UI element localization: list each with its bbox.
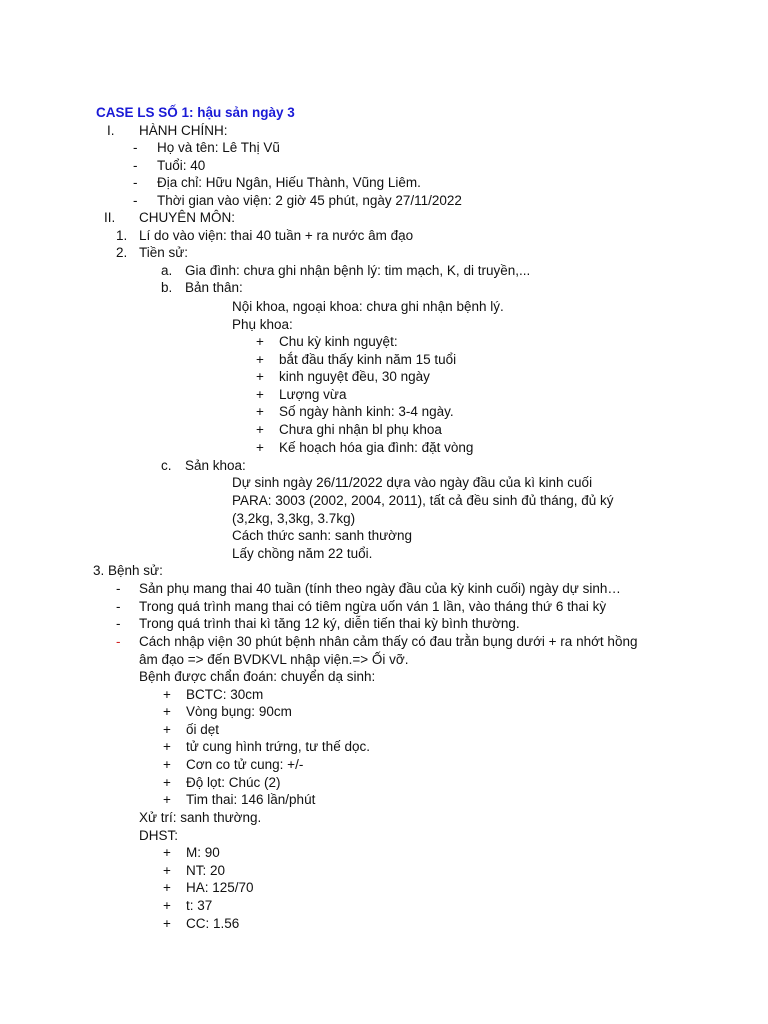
section-2-title: CHUYÊN MÔN: [139,210,236,225]
bullet-plus: + [256,334,264,349]
bullet-plus: + [163,898,171,913]
exam-finding: ối dẹt [186,722,220,737]
obstetric-line: Lấy chồng năm 22 tuổi. [232,546,373,561]
history-line: Sản phụ mang thai 40 tuần (tính theo ngày đầu của kỳ kinh cuối) ngày dự sinh… [139,581,621,596]
bullet-plus: + [256,422,264,437]
bullet-dash: - [116,581,121,596]
bullet-plus: + [163,704,171,719]
vital-sign: NT: 20 [186,863,226,878]
sub-a-letter: a. [161,263,173,278]
bullet-dash: - [133,140,138,155]
section-1-number: I. [107,123,115,138]
gynecology-heading: Phụ khoa: [232,317,293,332]
bullet-plus: + [163,880,171,895]
vital-sign: M: 90 [186,845,220,860]
family-history: Gia đình: chưa ghi nhận bệnh lý: tim mạch, K, di truyền,... [185,263,531,278]
bullet-dash: - [116,616,121,631]
bullet-plus: + [256,387,264,402]
bullet-plus: + [256,404,264,419]
bullet-dash: - [116,599,121,614]
admission-time: Thời gian vào viện: 2 giờ 45 phút, ngày 27/11/2022 [157,193,462,208]
gyn-item: Chu kỳ kinh nguyệt: [279,334,398,349]
bullet-plus: + [163,916,171,931]
history-line: Trong quá trình thai kì tăng 12 ký, diễn tiến thai kỳ bình thường. [139,616,520,631]
diagnosis-heading: Bệnh được chẩn đoán: chuyển dạ sinh: [139,669,376,684]
exam-finding: Độ lọt: Chúc (2) [186,775,281,790]
management: Xử trí: sanh thường. [139,810,262,825]
history-line-continued: âm đạo => đến BVDKVL nhập viện.=> Ối vỡ. [139,652,409,667]
exam-finding: Vòng bụng: 90cm [186,704,292,719]
obstetric-line: PARA: 3003 (2002, 2004, 2011), tất cả đều sinh đủ tháng, đủ ký [232,493,614,508]
gyn-item: Chưa ghi nhận bl phụ khoa [279,422,442,437]
item-2-number: 2. [116,245,128,260]
bullet-plus: + [163,739,171,754]
personal-history-heading: Bản thân: [185,280,243,295]
obstetric-line: Cách thức sanh: sanh thường [232,528,413,543]
sub-b-letter: b. [161,280,173,295]
bullet-plus: + [163,845,171,860]
gyn-item: Lượng vừa [279,387,347,402]
exam-finding: Cơn co tử cung: +/- [186,757,304,772]
bullet-plus: + [163,775,171,790]
obstetric-line: (3,2kg, 3,3kg, 3.7kg) [232,511,356,526]
sub-c-letter: c. [161,458,172,473]
section-2-number: II. [104,210,116,225]
vital-sign: CC: 1.56 [186,916,240,931]
history-heading: Tiền sử: [139,245,189,260]
patient-age: Tuổi: 40 [157,158,206,173]
bullet-plus: + [163,687,171,702]
bullet-plus: + [163,863,171,878]
bullet-plus: + [256,352,264,367]
patient-address: Địa chỉ: Hữu Ngân, Hiếu Thành, Vũng Liêm. [157,175,421,190]
section-1-title: HÀNH CHÍNH: [139,123,228,138]
gyn-item: Kế hoạch hóa gia đình: đặt vòng [279,440,474,455]
gyn-item: kinh nguyệt đều, 30 ngày [279,369,430,384]
history-line: Cách nhập viện 30 phút bệnh nhân cảm thấy có đau trằn bụng dưới + ra nhớt hồng [139,634,638,649]
bullet-plus: + [163,757,171,772]
admission-reason: Lí do vào viện: thai 40 tuần + ra nước âm đạo [139,228,414,243]
item-3-heading: 3. Bệnh sử: [93,563,163,578]
obstetric-line: Dự sinh ngày 26/11/2022 dựa vào ngày đầu của kì kinh cuối [232,475,593,490]
document-title: CASE LS SỐ 1: hậu sản ngày 3 [96,105,295,120]
vital-signs-heading: DHST: [139,828,179,843]
gyn-item: bắt đầu thấy kinh năm 15 tuổi [279,352,457,367]
obstetric-heading: Sản khoa: [185,458,246,473]
bullet-plus: + [256,440,264,455]
bullet-dash: - [133,193,138,208]
exam-finding: BCTC: 30cm [186,687,264,702]
vital-sign: t: 37 [186,898,213,913]
vital-sign: HA: 125/70 [186,880,254,895]
bullet-dash: - [133,175,138,190]
bullet-plus: + [256,369,264,384]
history-line: Trong quá trình mang thai có tiêm ngừa uốn ván 1 lần, vào tháng thứ 6 thai kỳ [139,599,607,614]
item-1-number: 1. [116,228,128,243]
internal-medicine-history: Nội khoa, ngoại khoa: chưa ghi nhận bệnh lý. [232,299,504,314]
exam-finding: Tim thai: 146 lần/phút [186,792,316,807]
patient-name: Họ và tên: Lê Thị Vũ [157,140,280,155]
bullet-dash-red: - [116,634,121,649]
bullet-plus: + [163,792,171,807]
bullet-dash: - [133,158,138,173]
bullet-plus: + [163,722,171,737]
gyn-item: Số ngày hành kinh: 3-4 ngày. [279,404,454,419]
exam-finding: tử cung hình trứng, tư thế dọc. [186,739,370,754]
